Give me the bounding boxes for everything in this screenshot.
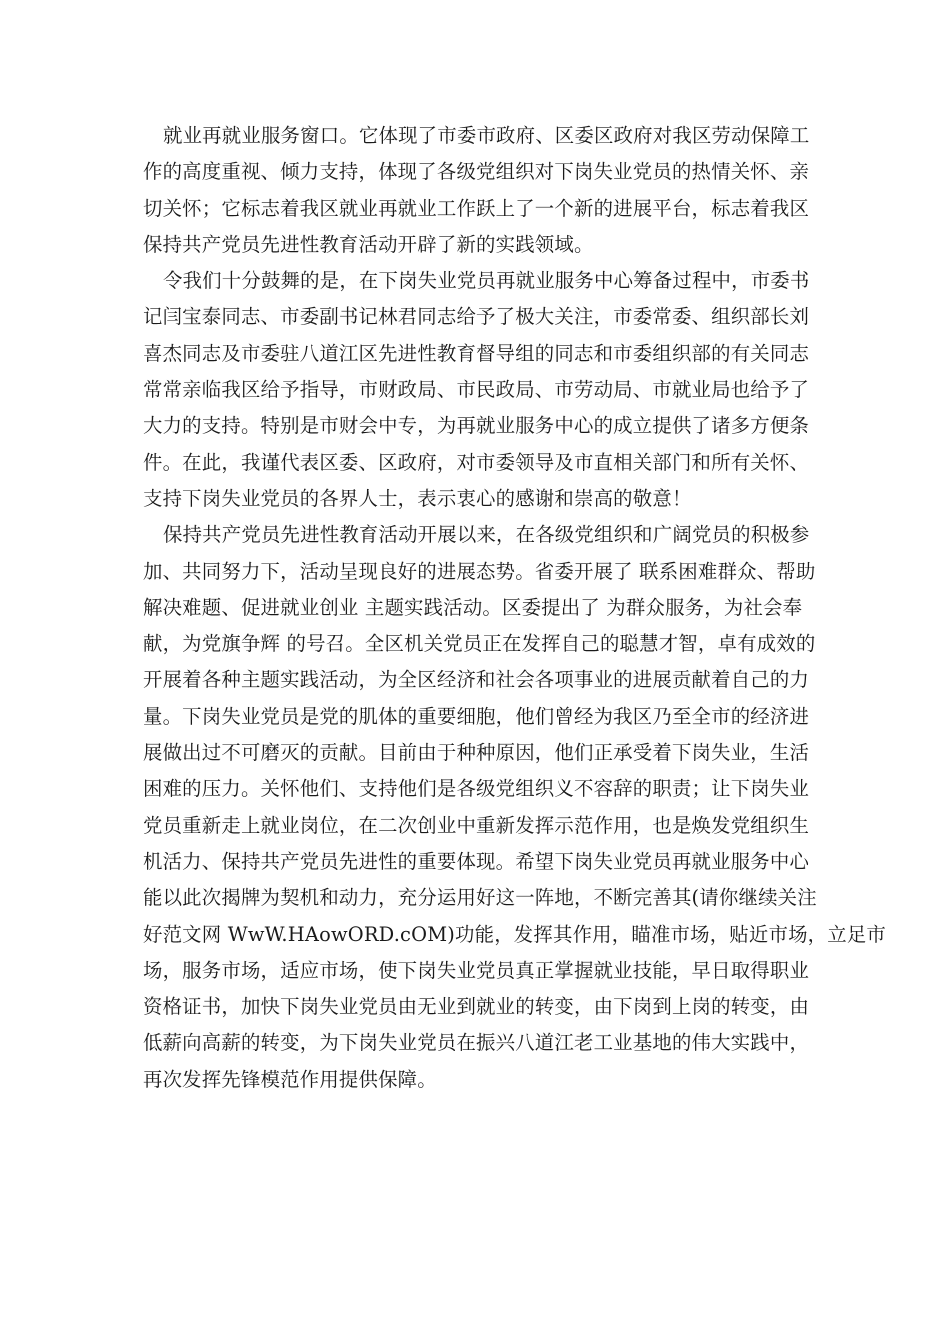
paragraph-line: 党员重新走上就业岗位，在二次创业中重新发挥示范作用，也是焕发党组织生	[143, 813, 810, 837]
paragraph-line: 献，为党旗争辉 的号召。全区机关党员正在发挥自己的聪慧才智，卓有成效的	[143, 632, 816, 656]
paragraph-line: 作的高度重视、倾力支持，体现了各级党组织对下岗失业党员的热情关怀、亲	[143, 160, 810, 184]
paragraph-line: 加、共同努力下，活动呈现良好的进展态势。省委开展了 联系困难群众、帮助	[143, 559, 816, 583]
paragraph-line: 好范文网 WwW.HAowORD.cOM)功能，发挥其作用，瞄准市场，贴近市场，立足市	[143, 922, 887, 946]
paragraph-line: 解决难题、促进就业创业 主题实践活动。区委提出了 为群众服务，为社会奉	[143, 595, 803, 619]
paragraph-line: 大力的支持。特别是市财会中专，为再就业服务中心的成立提供了诸多方便条	[143, 414, 810, 438]
paragraph-line: 件。在此，我谨代表区委、区政府，对市委领导及市直相关部门和所有关怀、	[143, 450, 810, 474]
paragraph-line: 能以此次揭牌为契机和动力，充分运用好这一阵地，不断完善其(请你继续关注	[143, 886, 817, 910]
paragraph-line: 再次发挥先锋模范作用提供保障。	[143, 1067, 437, 1091]
paragraph-line: 喜杰同志及市委驻八道江区先进性教育督导组的同志和市委组织部的有关同志	[143, 341, 810, 365]
paragraph-line: 开展着各种主题实践活动，为全区经济和社会各项事业的进展贡献着自己的力	[143, 668, 810, 692]
paragraph-line: 场，服务市场，适应市场，使下岗失业党员真正掌握就业技能，早日取得职业	[143, 958, 810, 982]
paragraph-line: 保持共产党员先进性教育活动开展以来，在各级党组织和广阔党员的积极参	[163, 523, 810, 547]
paragraph-line: 展做出过不可磨灭的贡献。目前由于种种原因，他们正承受着下岗失业，生活	[143, 741, 810, 765]
paragraph-line: 记闫宝泰同志、市委副书记林君同志给予了极大关注，市委常委、组织部长刘	[143, 305, 810, 329]
paragraph-line: 令我们十分鼓舞的是，在下岗失业党员再就业服务中心筹备过程中，市委书	[163, 269, 810, 293]
paragraph-line: 就业再就业服务窗口。它体现了市委市政府、区委区政府对我区劳动保障工	[163, 124, 810, 147]
paragraph-line: 资格证书，加快下岗失业党员由无业到就业的转变，由下岗到上岗的转变，由	[143, 995, 810, 1019]
paragraph-line: 机活力、保持共产党员先进性的重要体现。希望下岗失业党员再就业服务中心	[143, 849, 810, 873]
paragraph-line: 保持共产党员先进性教育活动开辟了新的实践领域。	[143, 232, 594, 256]
paragraph-2	[143, 263, 809, 517]
paragraph-line: 困难的压力。关怀他们、支持他们是各级党组织义不容辞的职责；让下岗失业	[143, 777, 810, 801]
paragraph-3	[143, 517, 887, 1098]
paragraph-line: 常常亲临我区给予指导，市财政局、市民政局、市劳动局、市就业局也给予了	[143, 378, 810, 402]
paragraph-line: 支持下岗失业党员的各界人士，表示衷心的感谢和崇高的敬意！	[143, 486, 692, 510]
paragraph-line: 量。下岗失业党员是党的肌体的重要细胞，他们曾经为我区乃至全市的经济进	[143, 704, 810, 728]
paragraph-1	[143, 118, 809, 263]
paragraph-line: 低薪向高薪的转变，为下岗失业党员在振兴八道江老工业基地的伟大实践中，	[143, 1031, 810, 1055]
document-body	[143, 118, 887, 1098]
paragraph-line: 切关怀；它标志着我区就业再就业工作跃上了一个新的进展平台，标志着我区	[143, 196, 810, 220]
